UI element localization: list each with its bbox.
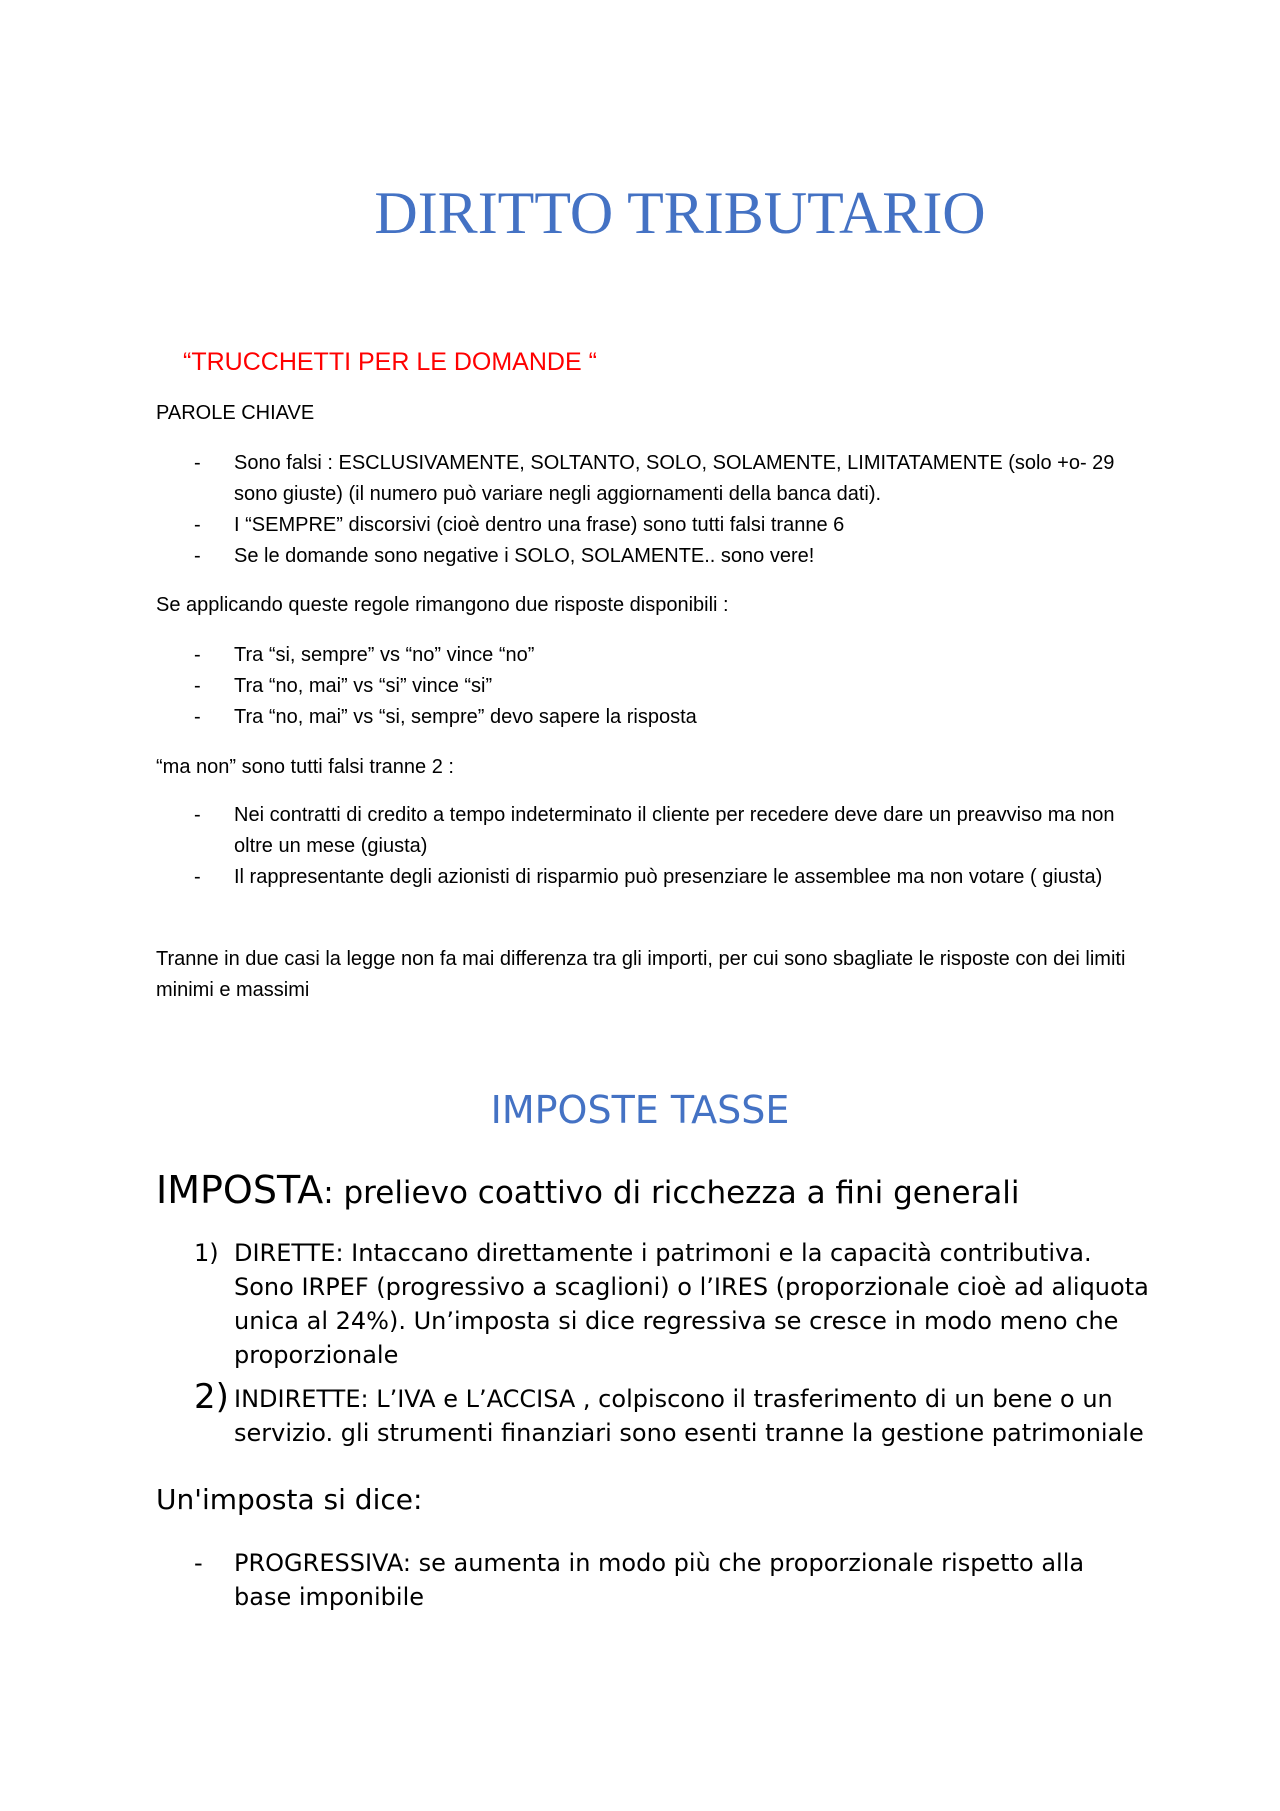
dash-bullet: - [194,706,201,728]
dash-bullet: - [194,1549,203,1577]
list-item-text: DIRETTE: Intaccano direttamente i patrimoni e la capacità contributiva. Sono IRPEF (progressivo a scaglioni) o l’IRES (proporzionale cioè ad aliquota unica al 24%). Un’imposta si dice regressiva se cresce in modo meno che proporzionale [234,1239,1149,1369]
dash-bullet: - [194,644,201,666]
dash-bullet: - [194,675,201,697]
dash-bullet: - [194,452,201,474]
imposta-dice-label: Un'imposta si dice: [156,1483,423,1516]
imposta-dice-list [156,1546,1141,1614]
list-item [156,702,1141,733]
list-item-text: Nei contratti di credito a tempo indeterminato il cliente per recedere deve dare un preavviso ma non oltre un mese (giusta) [234,804,1115,857]
dash-bullet: - [194,866,201,888]
dash-bullet: - [194,804,201,826]
tax-types-list [156,1236,1156,1450]
keyword-rules-list [156,448,1141,572]
list-item [156,448,1141,510]
list-item [156,541,1141,572]
ma-non-intro: “ma non” sono tutti falsi tranne 2 : [156,756,454,778]
list-item-text: Tra “no, mai” vs “si” vince “si” [234,675,493,697]
list-item-text: Se le domande sono negative i SOLO, SOLAMENTE.. sono vere! [234,545,815,567]
list-item [156,1236,1156,1372]
imposta-definition-text: : prelievo coattivo di ricchezza a fini generali [323,1175,1020,1211]
list-item [156,800,1141,862]
tricks-heading: “TRUCCHETTI PER LE DOMANDE “ [183,348,597,376]
list-number: 1) [194,1239,219,1267]
list-item-text: PROGRESSIVA: se aumenta in modo più che proporzionale rispetto alla base imponibile [234,1549,1085,1611]
list-item [156,1546,1141,1614]
list-item [156,640,1141,671]
list-item-text: Tra “no, mai” vs “si, sempre” devo sapere la risposta [234,706,697,728]
document-title: DIRITTO TRIBUTARIO [374,180,986,246]
ma-non-rules-list [156,800,1141,893]
list-item [156,510,1141,541]
dash-bullet: - [194,514,201,536]
list-item-text: Sono falsi : ESCLUSIVAMENTE, SOLTANTO, SOLO, SOLAMENTE, LIMITATAMENTE (solo +o- 29 sono giuste) (il numero può variare negli aggiornamenti della banca dati). [234,452,1115,505]
list-item-text: Il rappresentante degli azionisti di risparmio può presenziare le assemblee ma non votare ( giusta) [234,866,1103,888]
list-item-text: Tra “si, sempre” vs “no” vince “no” [234,644,535,666]
section-title: IMPOSTE TASSE [490,1088,790,1132]
dash-bullet: - [194,545,201,567]
imposta-term: IMPOSTA [156,1168,324,1212]
amounts-note: Tranne in due casi la legge non fa mai differenza tra gli importi, per cui sono sbagliate le risposte con dei limiti minimi e massimi [156,948,1126,1001]
list-item-text: I “SEMPRE” discorsivi (cioè dentro una frase) sono tutti falsi tranne 6 [234,514,845,536]
list-number: 2) [194,1377,229,1417]
list-item [156,862,1141,893]
list-item [156,1377,1156,1450]
two-answers-intro: Se applicando queste regole rimangono due risposte disponibili : [156,594,729,616]
two-answers-rules-list [156,640,1141,733]
list-item [156,671,1141,702]
imposta-definition [156,1168,1020,1212]
keywords-label: PAROLE CHIAVE [156,402,315,424]
list-item-text: INDIRETTE: L’IVA e L’ACCISA , colpiscono il trasferimento di un bene o un servizio. gli strumenti finanziari sono esenti tranne la gestione patrimoniale [234,1385,1144,1447]
